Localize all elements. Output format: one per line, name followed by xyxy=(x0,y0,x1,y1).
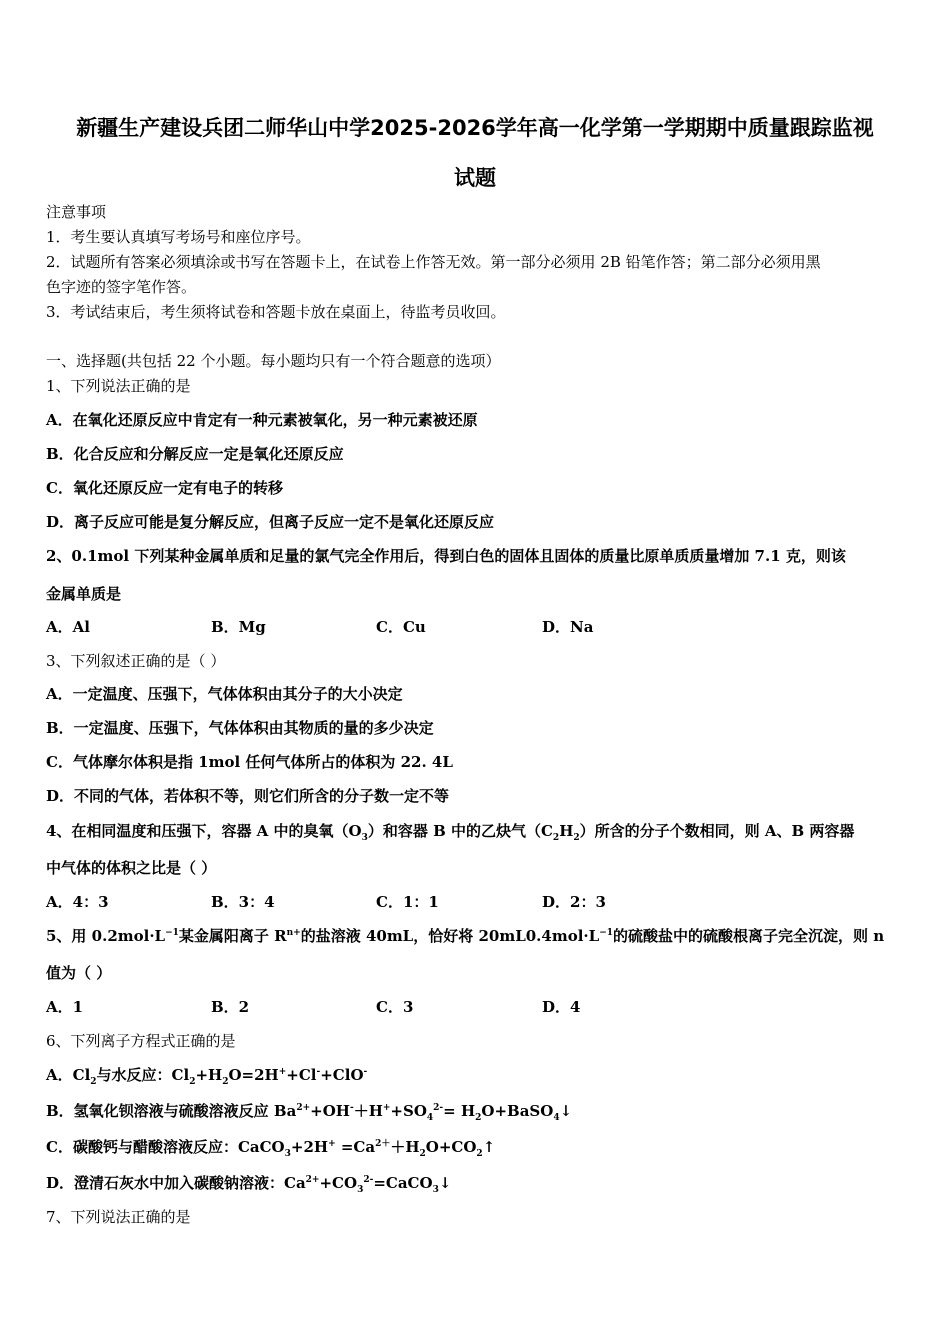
q6-stem: 6、下列离子方程式正确的是 xyxy=(46,1032,236,1050)
exam-title-line2: 试题 xyxy=(454,166,496,190)
notice-item-3: 3．考试结束后，考生须将试卷和答题卡放在桌面上，待监考员收回。 xyxy=(46,303,506,321)
q1-option-c: C．氧化还原反应一定有电子的转移 xyxy=(46,479,283,497)
q2-option-a: A．Al xyxy=(46,618,90,636)
notice-item-2-cont: 色字迹的签字笔作答。 xyxy=(46,278,197,296)
q7-stem: 7、下列说法正确的是 xyxy=(46,1208,191,1226)
q4-option-a: A．4：3 xyxy=(46,893,109,911)
q4-stem: 4、在相同温度和压强下，容器 A 中的臭氧$(O_3)$和容器 B 中的乙炔气$(C_2H_2)$所含的分子个数相同，则 A、B 两容器 xyxy=(46,822,855,843)
exam-title-line1: 新疆生产建设兵团二师华山中学2025-2026学年高一化学第一学期期中质量跟踪监视 xyxy=(76,116,874,140)
q5-option-b: B．2 xyxy=(211,998,250,1016)
q4-option-c: C．1：1 xyxy=(376,893,439,911)
q3-option-c: C．气体摩尔体积是指 1mol 任何气体所占的体积为 22. 4L xyxy=(46,753,453,771)
q2-stem-cont: 金属单质是 xyxy=(46,585,122,603)
q6-option-a: A．$Cl_2$与水反应：$Cl_2+H_2O=2H^++Cl^-+ClO^-$ xyxy=(46,1066,368,1087)
notice-item-1: 1．考生要认真填写考场号和座位序号。 xyxy=(46,228,311,246)
q3-option-a: A．一定温度、压强下，气体体积由其分子的大小决定 xyxy=(46,685,403,703)
q5-stem-cont: 值为（ ） xyxy=(46,964,112,982)
q1-option-d: D．离子反应可能是复分解反应，但离子反应一定不是氧化还原反应 xyxy=(46,513,495,531)
q3-stem: 3、下列叙述正确的是（ ） xyxy=(46,652,226,670)
q2-option-c: C．Cu xyxy=(376,618,426,636)
q4-option-b: B．3：4 xyxy=(211,893,275,911)
q3-option-b: B．一定温度、压强下，气体体积由其物质的量的多少决定 xyxy=(46,719,434,737)
q1-option-a: A．在氧化还原反应中肯定有一种元素被氧化，另一种元素被还原 xyxy=(46,411,478,429)
q2-option-d: D．Na xyxy=(542,618,594,636)
q1-option-b: B．化合反应和分解反应一定是氧化还原反应 xyxy=(46,445,344,463)
q4-stem-cont: 中气体的体积之比是（ ） xyxy=(46,859,217,877)
section-heading: 一、选择题(共包括 22 个小题。每小题均只有一个符合题意的选项） xyxy=(46,352,501,370)
q5-stem: 5、用 $0.2mol\cdot L^{-1}$某金属阳离子 $R^{n+}$的盐溶液 40mL，恰好将 $20mL0.4mol\cdot L^{-1}$的硫酸盐中的硫酸根离子完全沉淀，则 n xyxy=(46,927,885,945)
q2-stem: 2、0.1mol 下列某种金属单质和足量的氯气完全作用后，得到白色的固体且固体的质量比原单质质量增加 7.1 克，则该 xyxy=(46,547,846,565)
q6-option-d: D．澄清石灰水中加入碳酸钠溶液：$Ca^{2+}+CO_3^{2-}=CaCO_3↓$ xyxy=(46,1174,452,1195)
q5-option-d: D．4 xyxy=(542,998,581,1016)
q6-option-b: B．氢氧化钡溶液与硫酸溶液反应 $Ba^{2+}+OH^-+H^++SO_4^{2-}=$ $H_2O+BaSO_4↓$ xyxy=(46,1102,573,1123)
notice-item-2: 2．试题所有答案必须填涂或书写在答题卡上，在试卷上作答无效。第一部分必须用 2B 铅笔作答；第二部分必须用黑 xyxy=(46,253,821,271)
q5-option-c: C．3 xyxy=(376,998,414,1016)
q6-option-c: C．碳酸钙与醋酸溶液反应：CaCO$_3$+2H+ $=Ca^{2+}+H_2O+CO_2↑$ xyxy=(46,1138,496,1159)
q2-option-b: B．Mg xyxy=(211,618,266,636)
q1-stem: 1、下列说法正确的是 xyxy=(46,377,191,395)
notice-heading: 注意事项 xyxy=(46,203,107,221)
q4-option-d: D．2：3 xyxy=(542,893,606,911)
q3-option-d: D．不同的气体，若体积不等，则它们所含的分子数一定不等 xyxy=(46,787,450,805)
q5-option-a: A．1 xyxy=(46,998,84,1016)
